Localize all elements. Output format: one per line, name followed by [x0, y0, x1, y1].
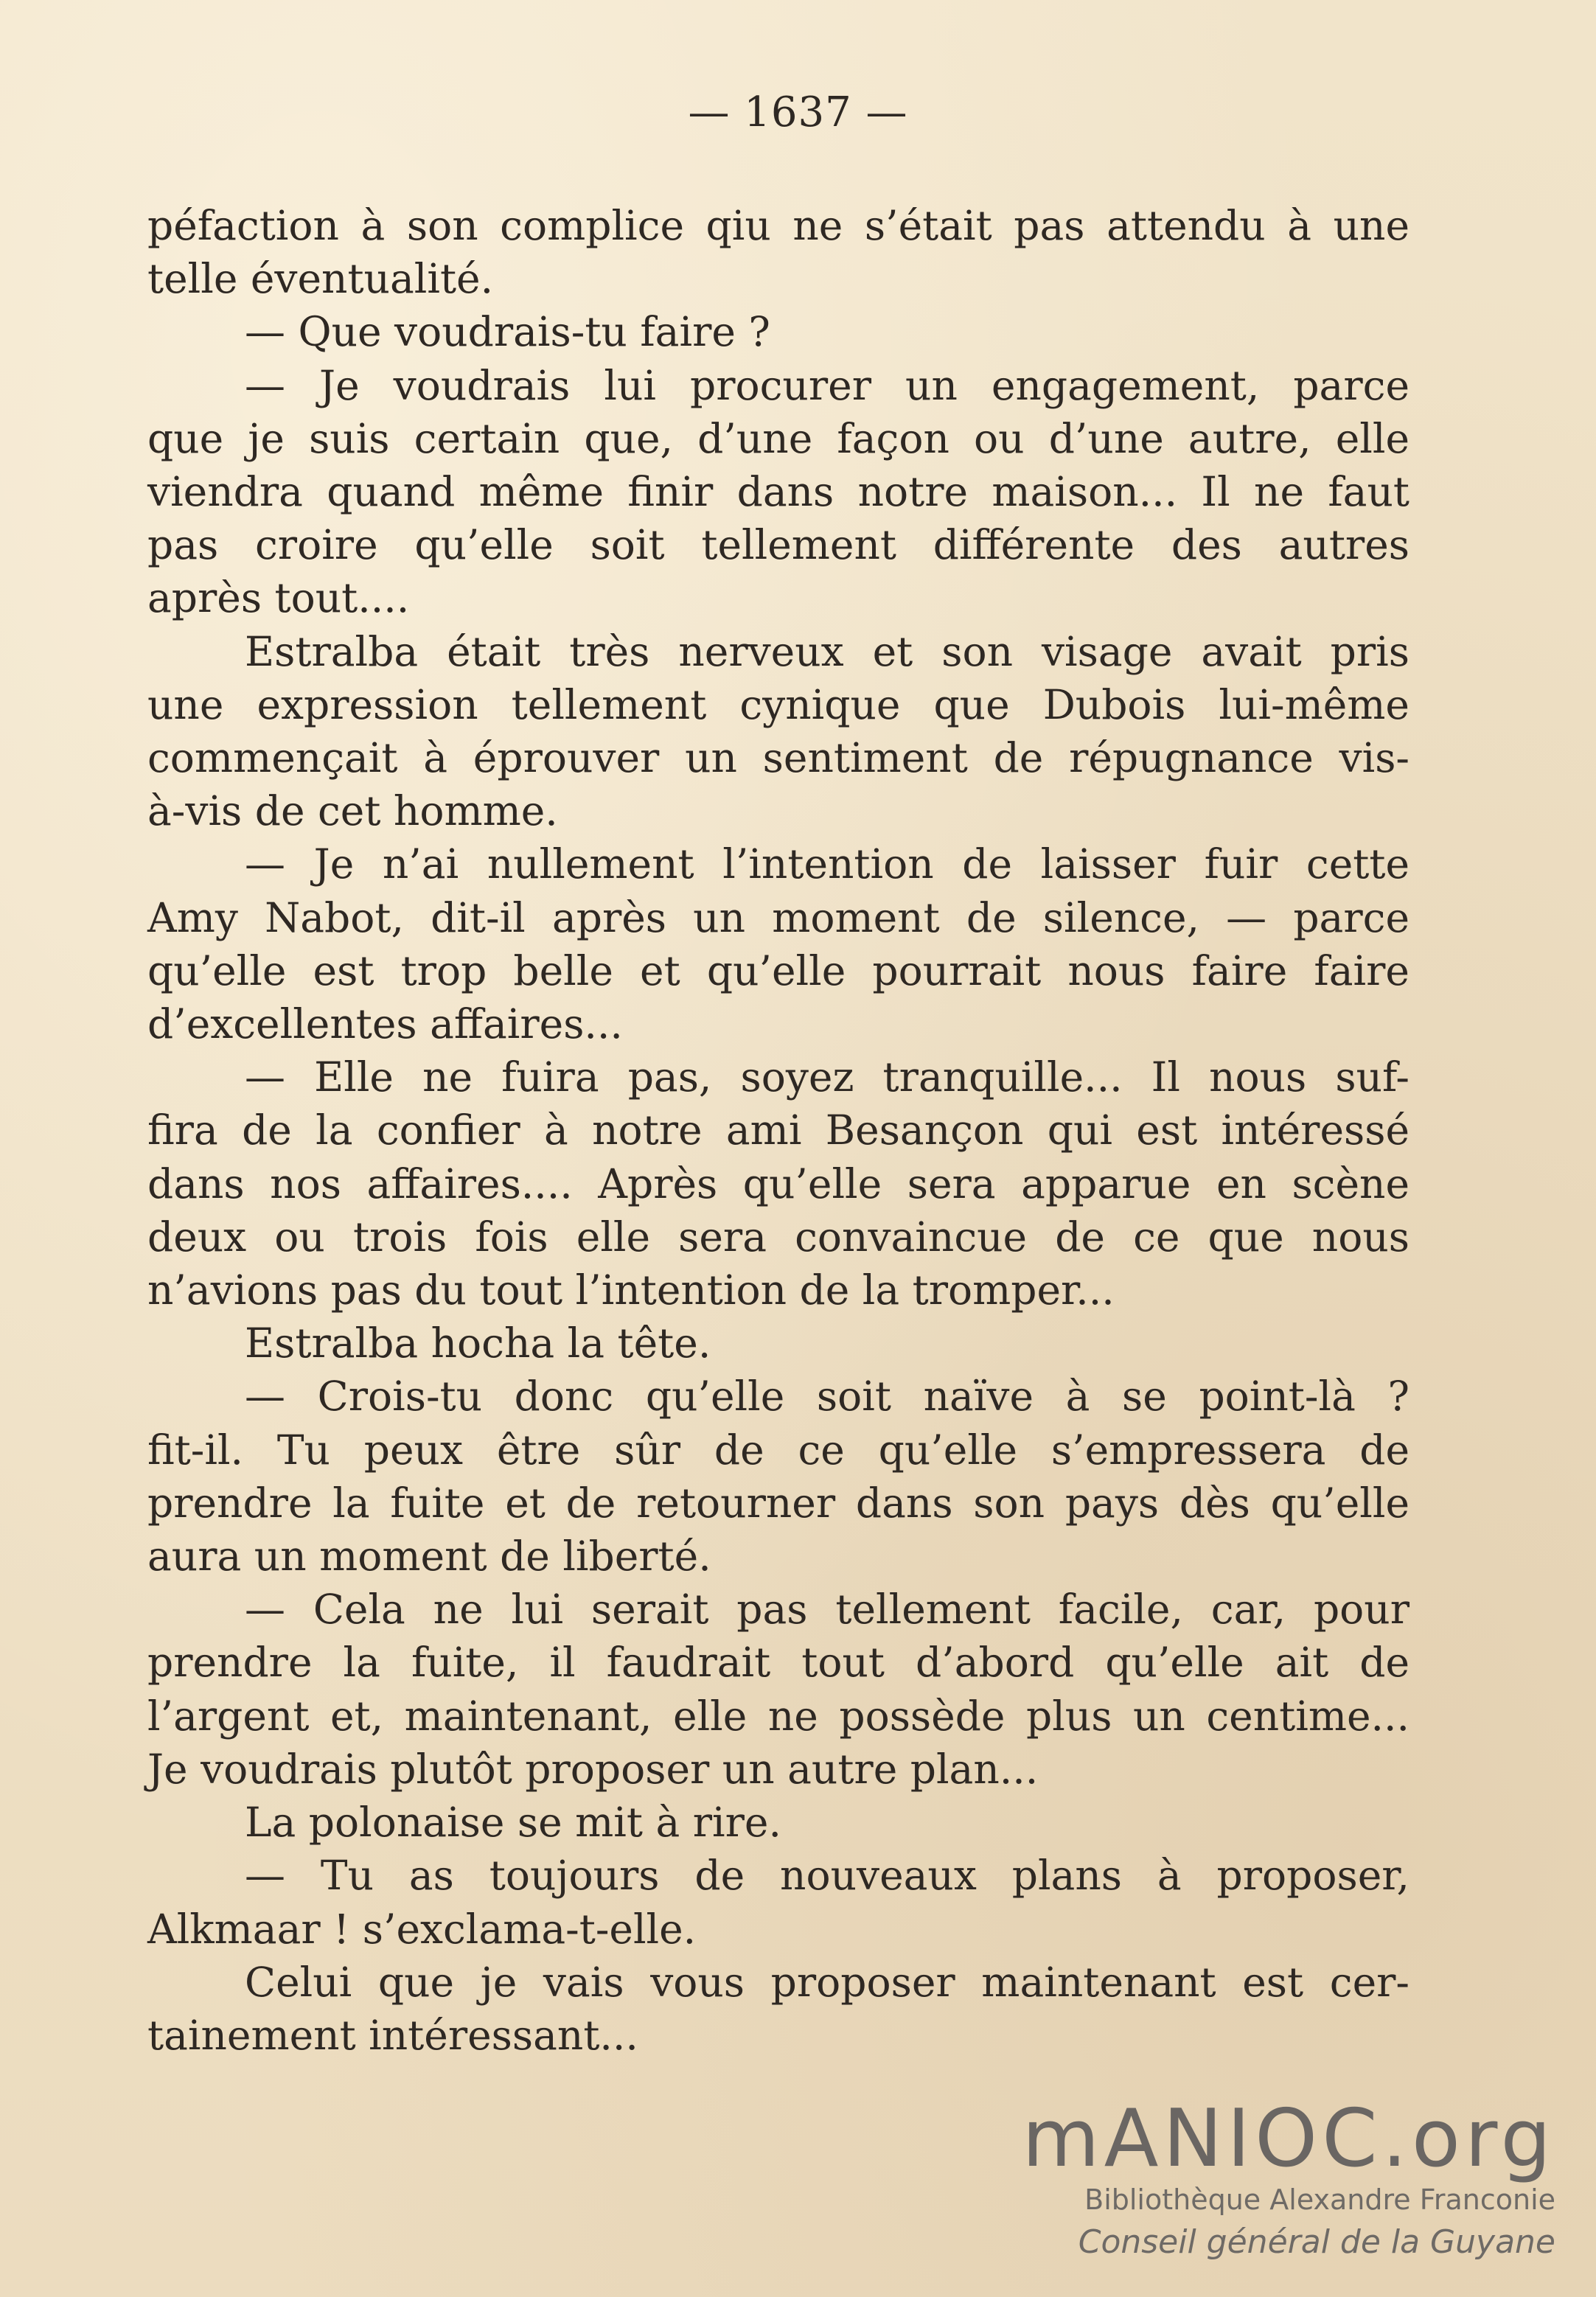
text-line: fit-il. Tu peux être sûr de ce qu’elle s’empressera de — [147, 1426, 1409, 1474]
text-line: viendra quand même finir dans notre maison... Il ne faut — [147, 468, 1409, 516]
text-line: à-vis de cet homme. — [147, 787, 558, 835]
text-line: Amy Nabot, dit-il après un moment de silence, — parce — [147, 893, 1409, 941]
text-line: — Elle ne fuira pas, soyez tranquille... Il nous suf- — [245, 1053, 1409, 1101]
text-line: une expression tellement cynique que Dubois lui-même — [147, 680, 1409, 728]
text-line: — Que voudrais-tu faire ? — [245, 308, 770, 356]
text-line: Celui que je vais vous proposer maintenant est cer- — [245, 1958, 1409, 2006]
body-text — [147, 199, 1409, 2062]
text-line: l’argent et, maintenant, elle ne possède plus un centime... — [147, 1692, 1409, 1740]
text-line: commençait à éprouver un sentiment de répugnance vis- — [147, 734, 1409, 782]
text-line: Estralba était très nerveux et son visage avait pris — [245, 627, 1409, 675]
text-line: n’avions pas du tout l’intention de la tromper... — [147, 1266, 1115, 1314]
manioc-watermark — [995, 2093, 1555, 2265]
text-line: prendre la fuite et de retourner dans son pays dès qu’elle — [147, 1479, 1409, 1527]
text-line: Alkmaar ! s’exclama-t-elle. — [147, 1905, 697, 1953]
text-line: pas croire qu’elle soit tellement différente des autres — [147, 521, 1409, 569]
council-name: Conseil général de la Guyane — [1078, 2223, 1555, 2261]
text-line: prendre la fuite, il faudrait tout d’abord qu’elle ait de — [147, 1639, 1409, 1687]
page-number: — 1637 — — [688, 88, 908, 136]
text-line: tainement intéressant... — [147, 2011, 638, 2059]
text-line: dans nos affaires.... Après qu’elle sera apparue en scène — [147, 1160, 1409, 1207]
text-line: — Je voudrais lui procurer un engagement, parce — [245, 361, 1409, 409]
manioc-logo: mANIOC.org — [1022, 2093, 1555, 2185]
text-line: péfaction à son complice qiu ne s’était pas attendu à une — [147, 202, 1409, 249]
text-line: fira de la confier à notre ami Besançon qui est intéressé — [147, 1106, 1409, 1154]
text-line: deux ou trois fois elle sera convaincue de ce que nous — [147, 1213, 1409, 1261]
text-line: — Crois-tu donc qu’elle soit naïve à se point-là ? — [245, 1373, 1409, 1421]
library-name: Bibliothèque Alexandre Franconie — [1084, 2183, 1555, 2216]
text-line: telle éventualité. — [147, 255, 494, 303]
text-line: Estralba hocha la tête. — [245, 1320, 711, 1367]
text-line: La polonaise se mit à rire. — [245, 1799, 781, 1847]
text-line: d’excellentes affaires... — [147, 1000, 623, 1048]
text-line: après tout.... — [147, 574, 410, 622]
text-line: — Cela ne lui serait pas tellement facile, car, pour — [245, 1586, 1409, 1634]
text-line: — Je n’ai nullement l’intention de laisser fuir cette — [245, 840, 1409, 888]
text-line: aura un moment de liberté. — [147, 1533, 711, 1580]
text-line: Je voudrais plutôt proposer un autre plan... — [147, 1745, 1039, 1793]
text-line: qu’elle est trop belle et qu’elle pourrait nous faire faire — [147, 947, 1409, 994]
text-line: — Tu as toujours de nouveaux plans à proposer, — [245, 1852, 1409, 1900]
text-line: que je suis certain que, d’une façon ou d’une autre, elle — [147, 414, 1409, 462]
